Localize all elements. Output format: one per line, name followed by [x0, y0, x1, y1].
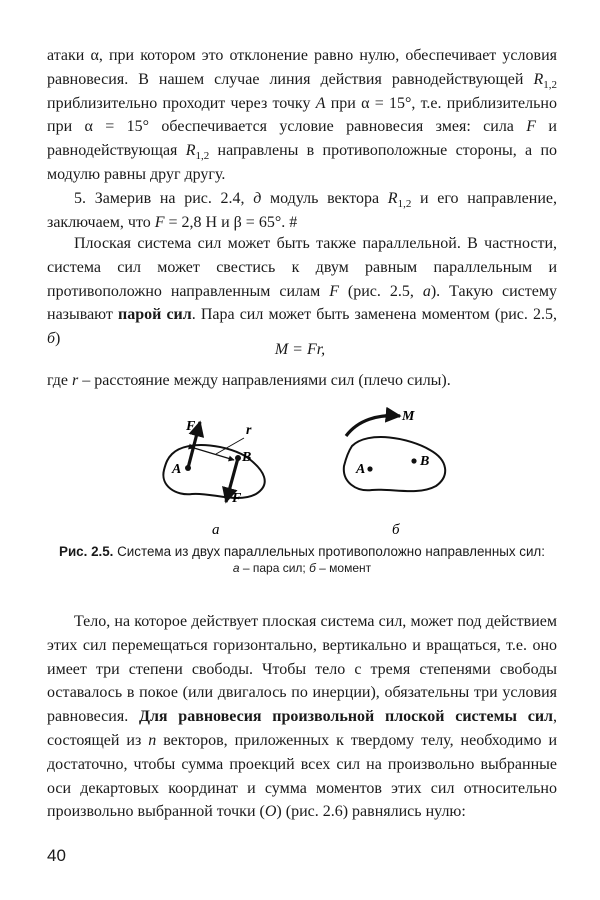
point-b-b	[411, 458, 416, 463]
label-b-b: B	[420, 454, 430, 469]
formula-explanation: где r – расстояние между направлениями сил (плечо силы).	[47, 372, 451, 389]
point-a-b	[367, 466, 372, 471]
r-leader-line	[216, 438, 244, 454]
moment-formula: M = Fr,	[274, 341, 326, 358]
paragraph-kite-equilibrium: атаки α, при котором это отклонение равно нулю, обеспечивает условия равновесия. В нашем случае линия действия равнодействующей $R_{1,2}$ приблизительно проходит через точку A при α = 15°, т.е. приблизительно при α = 15° обеспечивается условие равновесия змея: сила F и равнодействующая $R_{1,2}$ направлены в противоположные стороны, а по модулю равны друг другу.	[47, 47, 558, 183]
figure-2-5	[140, 402, 460, 542]
figure-2-5-drawing	[140, 402, 460, 542]
label-a-b: A	[356, 462, 366, 477]
figure-caption: Рис. 2.5. Система из двух параллельных противоположно направленных сил: а – пара сил; б – момент	[59, 544, 545, 575]
label-b: B	[242, 450, 252, 465]
sublabel-a: а	[212, 522, 220, 538]
point-b	[235, 455, 241, 461]
page-number: 40	[47, 846, 66, 865]
label-f-top: F	[186, 419, 196, 434]
sublabel-b: б	[392, 522, 400, 538]
paragraph-equilibrium-conditions: Тело, на которое действует плоская система сил, может под действием этих сил перемещаться горизонтально, вертикально и вращаться, т.е. оно имеет три степени свободы. Чтобы тело с тремя степенями свободы оставалось в покое (или двигалось по инерции), обязательны три условия равновесия. Для равновесия произвольной плоской системы сил, состоящей из n векторов, приложенных к твердому телу, необходимо и достаточно, чтобы сумма проекций всех сил на произвольно выбранные оси декартовых координат и сумма моментов этих сил относительно произвольно выбранной точки (O) (рис. 2.6) равнялись нулю:	[47, 613, 558, 821]
diagram-moment	[344, 409, 445, 538]
diagram-force-couple	[163, 419, 264, 538]
point-a	[185, 465, 191, 471]
label-a: A	[172, 462, 182, 477]
label-r: r	[246, 423, 252, 438]
label-m: M	[402, 409, 415, 424]
moment-arrow	[346, 416, 400, 436]
paragraph-force-couple: Плоская система сил может быть также параллельной. В частности, система сил может свестись к двум равным параллельным и противоположно направленным силам F (рис. 2.5, а). Такую систему называют парой сил. Пара сил может быть заменена моментом (рис. 2.5, б)	[47, 235, 557, 348]
label-f-bottom: F	[232, 491, 242, 506]
paragraph-step-5: 5. Замерив на рис. 2.4, д модуль вектора $R_{1,2}$ и его направление, заключаем, что F = 2,8 Н и β = 65°. #	[47, 190, 557, 231]
